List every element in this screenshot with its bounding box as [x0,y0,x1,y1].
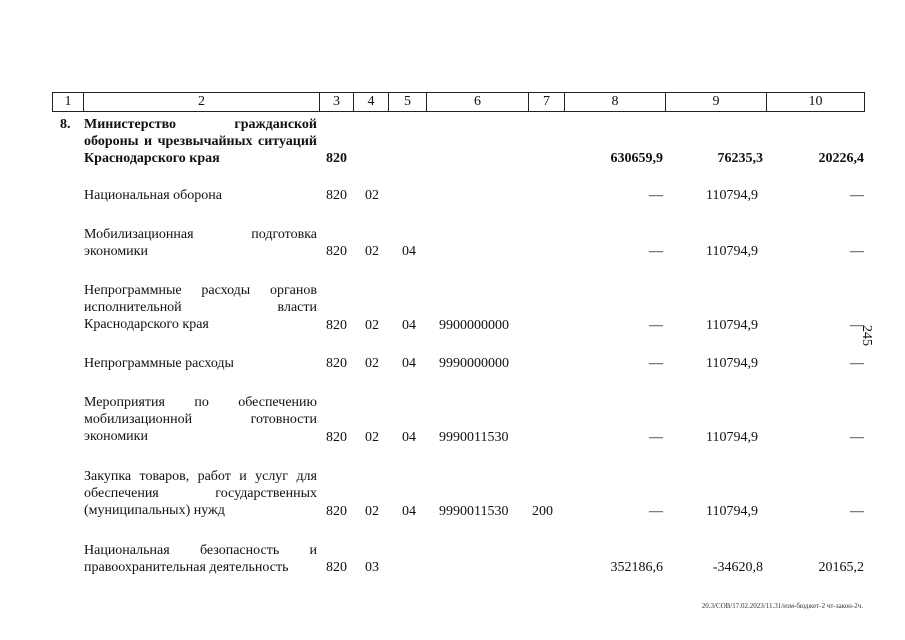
row-7-col8: 352186,6 [610,560,663,575]
row-5-col10: — [850,430,864,445]
row-2-col4: 02 [365,244,379,259]
row-5-col4: 02 [365,430,379,445]
row-2-col10: — [850,244,864,259]
row-3-col9: 110794,9 [706,318,758,333]
row-2-col5: 04 [402,244,416,259]
row-2-description: Мобилизационная подготовка экономики [84,227,317,259]
row-4-description: Непрограммные расходы [84,356,234,371]
header-col-4: 4 [353,93,388,111]
header-col-2: 2 [83,93,319,111]
row-5-description: Мероприятия по обеспечению мобилизационной готовности экономики [84,395,317,444]
row-3-col6: 9900000000 [439,318,509,333]
table-header-row [52,92,865,112]
page-number: 245 [859,325,874,346]
row-4-col4: 02 [365,356,379,371]
row-6-col4: 02 [365,504,379,519]
row-0-col8: 630659,9 [610,151,663,166]
section-number: 8. [60,117,71,132]
row-6-col9: 110794,9 [706,504,758,519]
row-0-description: Министерство гражданской обороны и чрезвычайных ситуаций Краснодарского края [84,117,317,166]
row-5-col9: 110794,9 [706,430,758,445]
row-6-col7: 200 [532,504,553,519]
row-6-description: Закупка товаров, работ и услуг для обеспечения государственных (муниципальных) нужд [84,469,317,518]
row-1-col9: 110794,9 [706,188,758,203]
row-6-col10: — [850,504,864,519]
row-4-col10: — [850,356,864,371]
footer-code: 20.3/СОВ/17.02.2023/11.31/изм-бюджет-2 чт-закон-2ч. [701,602,863,610]
row-2-col9: 110794,9 [706,244,758,259]
row-7-col3: 820 [326,560,347,575]
header-col-10: 10 [766,93,864,111]
header-col-1: 1 [64,94,72,109]
row-3-col5: 04 [402,318,416,333]
row-3-col3: 820 [326,318,347,333]
header-col-3: 3 [319,93,353,111]
row-3-col10: — [850,318,864,333]
row-0-col3: 820 [326,151,347,166]
row-5-col3: 820 [326,430,347,445]
row-6-col5: 04 [402,504,416,519]
row-7-col9: -34620,8 [712,560,763,575]
row-7-description: Национальная безопасность и правоохранительная деятельность [84,543,317,575]
row-4-col6: 9990000000 [439,356,509,371]
header-col-5: 5 [388,93,426,111]
row-4-col3: 820 [326,356,347,371]
row-1-col3: 820 [326,188,347,203]
row-5-col6: 9990011530 [439,430,509,445]
row-3-col4: 02 [365,318,379,333]
row-1-col10: — [850,188,864,203]
row-3-description: Непрограммные расходы органов исполнительной власти Краснодарского края [84,283,317,332]
row-4-col8: — [649,356,663,371]
row-1-col8: — [649,188,663,203]
row-6-col6: 9990011530 [439,504,509,519]
row-0-col10: 20226,4 [818,151,864,166]
header-col-8: 8 [564,93,665,111]
row-6-col8: — [649,504,663,519]
row-2-col8: — [649,244,663,259]
row-3-col8: — [649,318,663,333]
row-4-col5: 04 [402,356,416,371]
row-6-col3: 820 [326,504,347,519]
header-col-7: 7 [528,93,564,111]
row-2-col3: 820 [326,244,347,259]
row-1-description: Национальная оборона [84,188,222,203]
row-5-col5: 04 [402,430,416,445]
row-5-col8: — [649,430,663,445]
row-4-col9: 110794,9 [706,356,758,371]
row-7-col4: 03 [365,560,379,575]
row-0-col9: 76235,3 [717,151,763,166]
header-col-6: 6 [426,93,528,111]
row-1-col4: 02 [365,188,379,203]
header-col-9: 9 [665,93,766,111]
row-7-col10: 20165,2 [818,560,864,575]
